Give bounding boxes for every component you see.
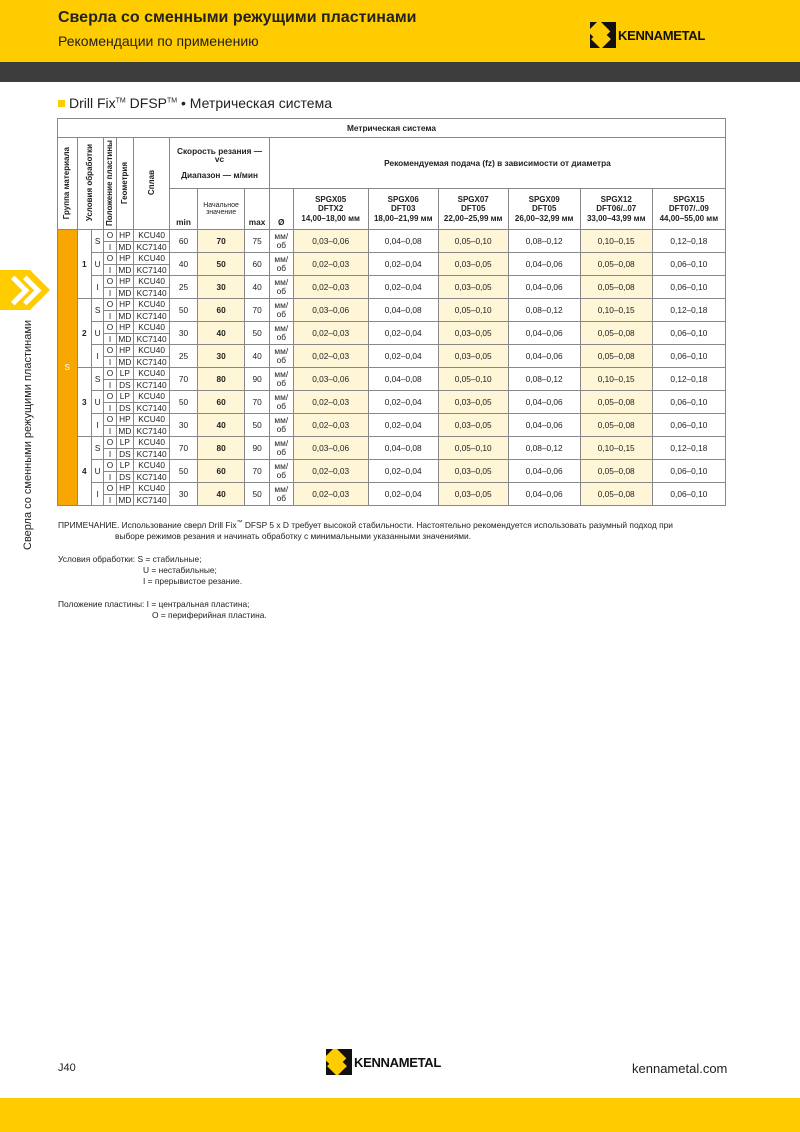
- geometry-cell: LP: [116, 368, 133, 380]
- grade-cell: KC7140: [134, 333, 170, 345]
- geometry-cell: LP: [116, 460, 133, 472]
- page-subtitle: Рекомендации по применению: [58, 33, 259, 49]
- notes-block: [58, 518, 728, 621]
- insert-position-cell: O: [104, 460, 116, 472]
- grade-cell: KCU40: [134, 299, 170, 311]
- table-row: [58, 253, 726, 265]
- feed-col-header: SPGX09 DFT05 26,00–32,99 мм: [508, 189, 580, 230]
- geometry-cell: DS: [116, 379, 133, 391]
- feed-value-cell: 0,12–0,18: [652, 368, 725, 391]
- feed-value-cell: 0,05–0,08: [580, 483, 652, 506]
- insert-position-cell: I: [104, 402, 116, 414]
- speed-min-cell: 40: [170, 253, 198, 276]
- speed-min-cell: 25: [170, 276, 198, 299]
- note-stability-cont: выборе режимов резания и начинать обработку с минимальными указанными значениями.: [115, 530, 471, 541]
- kennametal-logo: [590, 22, 705, 48]
- speed-max-cell: 75: [245, 230, 270, 253]
- col-grade: Сплав: [134, 138, 170, 230]
- legend-cond-u: U = нестабильные;: [143, 564, 217, 575]
- feed-value-cell: 0,04–0,08: [368, 299, 438, 322]
- feed-value-cell: 0,04–0,06: [508, 276, 580, 299]
- insert-position-cell: I: [104, 287, 116, 299]
- geometry-cell: MD: [116, 264, 133, 276]
- unit-cell: мм/ об: [269, 276, 293, 299]
- col-geometry: Геометрия: [116, 138, 133, 230]
- speed-min-cell: 30: [170, 414, 198, 437]
- feed-value-cell: 0,06–0,10: [652, 483, 725, 506]
- feed-value-cell: 0,08–0,12: [508, 299, 580, 322]
- speed-start-cell: 60: [197, 391, 244, 414]
- material-group-cell: S: [58, 230, 78, 506]
- grade-cell: KC7140: [134, 425, 170, 437]
- feed-value-cell: 0,03–0,05: [438, 253, 508, 276]
- feed-value-cell: 0,10–0,15: [580, 299, 652, 322]
- feed-value-cell: 0,10–0,15: [580, 368, 652, 391]
- speed-start-cell: 70: [197, 230, 244, 253]
- unit-cell: мм/ об: [269, 230, 293, 253]
- geometry-cell: LP: [116, 437, 133, 449]
- insert-position-cell: I: [104, 356, 116, 368]
- subgroup-number-cell: 3: [77, 368, 91, 437]
- feed-value-cell: 0,05–0,08: [580, 460, 652, 483]
- feed-value-cell: 0,05–0,10: [438, 299, 508, 322]
- feed-value-cell: 0,02–0,03: [293, 483, 368, 506]
- insert-position-cell: O: [104, 437, 116, 449]
- legend-position: Положение пластины: I = центральная пластина;: [58, 598, 250, 609]
- table-row: [58, 230, 726, 242]
- grade-cell: KCU40: [134, 276, 170, 288]
- feed-value-cell: 0,04–0,06: [508, 483, 580, 506]
- footer-url-link[interactable]: kennametal.com: [632, 1061, 728, 1076]
- feed-value-cell: 0,04–0,06: [508, 345, 580, 368]
- diameter-header: Ø: [269, 189, 293, 230]
- recommendations-table: [57, 118, 726, 506]
- condition-cell: S: [91, 230, 103, 253]
- grade-cell: KCU40: [134, 437, 170, 449]
- speed-start-cell: 30: [197, 276, 244, 299]
- geometry-cell: HP: [116, 322, 133, 334]
- table-row: [58, 322, 726, 334]
- feed-value-cell: 0,05–0,08: [580, 414, 652, 437]
- condition-cell: U: [91, 391, 103, 414]
- speed-header: Скорость резания — vc Диапазон — м/мин: [170, 138, 270, 189]
- condition-cell: I: [91, 276, 103, 299]
- unit-cell: мм/ об: [269, 368, 293, 391]
- footer-kennametal-logo: [326, 1049, 441, 1075]
- table-row: [58, 437, 726, 449]
- feed-col-header: SPGX12 DFT06/..07 33,00–43,99 мм: [580, 189, 652, 230]
- speed-start-cell: 40: [197, 322, 244, 345]
- feed-value-cell: 0,06–0,10: [652, 322, 725, 345]
- speed-min-header: min: [170, 189, 198, 230]
- grade-cell: KC7140: [134, 448, 170, 460]
- feed-value-cell: 0,03–0,05: [438, 345, 508, 368]
- note-stability: ПРИМЕЧАНИЕ. Использование сверл Drill Fix™ DFSP 5 x D требует высокой стабильности. Настоятельно рекомендуется использовать разумный подход при: [58, 519, 673, 530]
- speed-min-cell: 50: [170, 460, 198, 483]
- speed-max-cell: 40: [245, 276, 270, 299]
- feed-value-cell: 0,04–0,06: [508, 391, 580, 414]
- legend-conditions: Условия обработки: S = стабильные;: [58, 553, 202, 564]
- condition-cell: U: [91, 460, 103, 483]
- grade-cell: KC7140: [134, 356, 170, 368]
- feed-value-cell: 0,04–0,08: [368, 230, 438, 253]
- grade-cell: KCU40: [134, 230, 170, 242]
- insert-position-cell: O: [104, 253, 116, 265]
- grade-cell: KC7140: [134, 310, 170, 322]
- feed-value-cell: 0,06–0,10: [652, 391, 725, 414]
- header-band: [0, 0, 800, 62]
- grade-cell: KC7140: [134, 287, 170, 299]
- geometry-cell: MD: [116, 494, 133, 506]
- feed-value-cell: 0,02–0,03: [293, 276, 368, 299]
- feed-value-cell: 0,10–0,15: [580, 437, 652, 460]
- insert-position-cell: O: [104, 276, 116, 288]
- feed-value-cell: 0,03–0,06: [293, 230, 368, 253]
- grade-cell: KC7140: [134, 241, 170, 253]
- geometry-cell: DS: [116, 471, 133, 483]
- feed-value-cell: 0,02–0,03: [293, 391, 368, 414]
- speed-start-cell: 50: [197, 253, 244, 276]
- grade-cell: KCU40: [134, 391, 170, 403]
- geometry-cell: MD: [116, 241, 133, 253]
- unit-cell: мм/ об: [269, 483, 293, 506]
- geometry-cell: HP: [116, 345, 133, 357]
- feed-value-cell: 0,02–0,04: [368, 483, 438, 506]
- insert-position-cell: I: [104, 264, 116, 276]
- table-row: [58, 460, 726, 472]
- grade-cell: KC7140: [134, 379, 170, 391]
- condition-cell: S: [91, 437, 103, 460]
- table-row: [58, 414, 726, 426]
- speed-start-cell: 40: [197, 483, 244, 506]
- feed-value-cell: 0,04–0,06: [508, 460, 580, 483]
- footer-band: [0, 1098, 800, 1132]
- speed-start-cell: 60: [197, 460, 244, 483]
- feed-value-cell: 0,04–0,08: [368, 368, 438, 391]
- page-number: J40: [58, 1062, 76, 1074]
- grade-cell: KC7140: [134, 494, 170, 506]
- speed-min-cell: 30: [170, 483, 198, 506]
- unit-cell: мм/ об: [269, 391, 293, 414]
- table-row: [58, 368, 726, 380]
- speed-start-cell: 60: [197, 299, 244, 322]
- feed-value-cell: 0,06–0,10: [652, 253, 725, 276]
- feed-value-cell: 0,05–0,08: [580, 253, 652, 276]
- side-label: Сверла со сменными режущими пластинами: [22, 319, 34, 550]
- legend-cond-i: I = прерывистое резание.: [143, 575, 243, 586]
- kennametal-logo-text: KENNAMETAL: [354, 1054, 442, 1070]
- speed-min-cell: 70: [170, 437, 198, 460]
- feed-value-cell: 0,05–0,10: [438, 368, 508, 391]
- speed-min-cell: 50: [170, 391, 198, 414]
- speed-max-cell: 70: [245, 391, 270, 414]
- insert-position-cell: O: [104, 368, 116, 380]
- condition-cell: S: [91, 368, 103, 391]
- table-top-header: Метрическая система: [58, 119, 726, 138]
- geometry-cell: HP: [116, 483, 133, 495]
- insert-position-cell: I: [104, 333, 116, 345]
- col-insert-position: Положение пластины: [104, 138, 116, 230]
- feed-value-cell: 0,02–0,04: [368, 253, 438, 276]
- col-material-group: Группа материала: [58, 138, 78, 230]
- feed-value-cell: 0,03–0,05: [438, 322, 508, 345]
- feed-value-cell: 0,02–0,03: [293, 345, 368, 368]
- table-row: [58, 299, 726, 311]
- grade-cell: KCU40: [134, 253, 170, 265]
- feed-value-cell: 0,05–0,10: [438, 230, 508, 253]
- legend-pos-o: O = периферийная пластина.: [152, 609, 267, 620]
- geometry-cell: DS: [116, 448, 133, 460]
- kennametal-logo-text: KENNAMETAL: [618, 27, 706, 43]
- bullet-square-icon: [58, 100, 65, 107]
- feed-value-cell: 0,06–0,10: [652, 345, 725, 368]
- feed-value-cell: 0,06–0,10: [652, 276, 725, 299]
- feed-value-cell: 0,02–0,03: [293, 460, 368, 483]
- condition-cell: I: [91, 483, 103, 506]
- speed-min-cell: 60: [170, 230, 198, 253]
- feed-value-cell: 0,02–0,04: [368, 276, 438, 299]
- header-dark-bar: [0, 62, 800, 82]
- feed-value-cell: 0,12–0,18: [652, 230, 725, 253]
- insert-position-cell: O: [104, 230, 116, 242]
- feed-value-cell: 0,08–0,12: [508, 230, 580, 253]
- speed-start-cell: 30: [197, 345, 244, 368]
- feed-value-cell: 0,05–0,10: [438, 437, 508, 460]
- speed-max-cell: 90: [245, 437, 270, 460]
- unit-cell: мм/ об: [269, 345, 293, 368]
- feed-col-header: SPGX07 DFT05 22,00–25,99 мм: [438, 189, 508, 230]
- col-machining-conditions: Условия обработки: [77, 138, 104, 230]
- geometry-cell: HP: [116, 299, 133, 311]
- insert-position-cell: O: [104, 345, 116, 357]
- feed-value-cell: 0,04–0,06: [508, 253, 580, 276]
- unit-cell: мм/ об: [269, 322, 293, 345]
- speed-max-cell: 50: [245, 322, 270, 345]
- speed-min-cell: 50: [170, 299, 198, 322]
- speed-max-cell: 60: [245, 253, 270, 276]
- unit-cell: мм/ об: [269, 253, 293, 276]
- insert-position-cell: O: [104, 414, 116, 426]
- section-title: Drill Fix™ DFSP™ • Метрическая система: [58, 95, 332, 111]
- feed-value-cell: 0,05–0,08: [580, 345, 652, 368]
- feed-value-cell: 0,03–0,05: [438, 460, 508, 483]
- feed-value-cell: 0,02–0,03: [293, 414, 368, 437]
- geometry-cell: HP: [116, 253, 133, 265]
- condition-cell: S: [91, 299, 103, 322]
- feed-value-cell: 0,03–0,05: [438, 391, 508, 414]
- geometry-cell: HP: [116, 230, 133, 242]
- speed-min-cell: 70: [170, 368, 198, 391]
- feed-value-cell: 0,03–0,06: [293, 437, 368, 460]
- feed-value-cell: 0,02–0,04: [368, 460, 438, 483]
- condition-cell: U: [91, 322, 103, 345]
- feed-value-cell: 0,12–0,18: [652, 437, 725, 460]
- side-chevron-tab: [0, 270, 50, 310]
- feed-value-cell: 0,04–0,06: [508, 322, 580, 345]
- insert-position-cell: I: [104, 494, 116, 506]
- geometry-cell: HP: [116, 414, 133, 426]
- feed-value-cell: 0,08–0,12: [508, 368, 580, 391]
- speed-min-cell: 30: [170, 322, 198, 345]
- feed-value-cell: 0,10–0,15: [580, 230, 652, 253]
- speed-max-cell: 90: [245, 368, 270, 391]
- speed-max-cell: 70: [245, 299, 270, 322]
- feed-value-cell: 0,03–0,05: [438, 483, 508, 506]
- speed-max-cell: 40: [245, 345, 270, 368]
- insert-position-cell: O: [104, 483, 116, 495]
- speed-max-cell: 50: [245, 483, 270, 506]
- feed-value-cell: 0,05–0,08: [580, 276, 652, 299]
- speed-start-cell: 80: [197, 368, 244, 391]
- feed-value-cell: 0,06–0,10: [652, 460, 725, 483]
- feed-value-cell: 0,03–0,06: [293, 368, 368, 391]
- table-row: [58, 276, 726, 288]
- feed-value-cell: 0,03–0,06: [293, 299, 368, 322]
- speed-start-cell: 40: [197, 414, 244, 437]
- feed-value-cell: 0,02–0,04: [368, 345, 438, 368]
- speed-max-header: max: [245, 189, 270, 230]
- speed-start-cell: 80: [197, 437, 244, 460]
- speed-max-cell: 70: [245, 460, 270, 483]
- feed-value-cell: 0,04–0,08: [368, 437, 438, 460]
- table-row: [58, 391, 726, 403]
- table-row: [58, 345, 726, 357]
- feed-value-cell: 0,05–0,08: [580, 322, 652, 345]
- grade-cell: KCU40: [134, 345, 170, 357]
- feed-value-cell: 0,02–0,03: [293, 322, 368, 345]
- feed-col-header: SPGX05 DFTX2 14,00–18,00 мм: [293, 189, 368, 230]
- grade-cell: KC7140: [134, 402, 170, 414]
- grade-cell: KCU40: [134, 483, 170, 495]
- feed-value-cell: 0,05–0,08: [580, 391, 652, 414]
- feed-value-cell: 0,02–0,03: [293, 253, 368, 276]
- grade-cell: KC7140: [134, 471, 170, 483]
- insert-position-cell: I: [104, 425, 116, 437]
- insert-position-cell: O: [104, 322, 116, 334]
- feed-value-cell: 0,02–0,04: [368, 414, 438, 437]
- subgroup-number-cell: 4: [77, 437, 91, 506]
- geometry-cell: MD: [116, 287, 133, 299]
- geometry-cell: MD: [116, 310, 133, 322]
- speed-min-cell: 25: [170, 345, 198, 368]
- feed-value-cell: 0,06–0,10: [652, 414, 725, 437]
- geometry-cell: LP: [116, 391, 133, 403]
- geometry-cell: DS: [116, 402, 133, 414]
- feed-value-cell: 0,02–0,04: [368, 322, 438, 345]
- grade-cell: KC7140: [134, 264, 170, 276]
- grade-cell: KCU40: [134, 414, 170, 426]
- unit-cell: мм/ об: [269, 460, 293, 483]
- feed-value-cell: 0,03–0,05: [438, 276, 508, 299]
- insert-position-cell: I: [104, 471, 116, 483]
- insert-position-cell: I: [104, 448, 116, 460]
- feed-header: Рекомендуемая подача (fz) в зависимости от диаметра: [269, 138, 725, 189]
- unit-cell: мм/ об: [269, 414, 293, 437]
- geometry-cell: MD: [116, 425, 133, 437]
- insert-position-cell: O: [104, 391, 116, 403]
- insert-position-cell: O: [104, 299, 116, 311]
- feed-col-header: SPGX15 DFT07/..09 44,00–55,00 мм: [652, 189, 725, 230]
- feed-value-cell: 0,02–0,04: [368, 391, 438, 414]
- condition-cell: I: [91, 414, 103, 437]
- speed-max-cell: 50: [245, 414, 270, 437]
- grade-cell: KCU40: [134, 368, 170, 380]
- subgroup-number-cell: 1: [77, 230, 91, 299]
- unit-cell: мм/ об: [269, 299, 293, 322]
- feed-value-cell: 0,12–0,18: [652, 299, 725, 322]
- speed-start-header: Начальное значение: [197, 189, 244, 230]
- grade-cell: KCU40: [134, 322, 170, 334]
- kennametal-logo-mark: [590, 22, 616, 48]
- geometry-cell: MD: [116, 333, 133, 345]
- insert-position-cell: I: [104, 310, 116, 322]
- condition-cell: U: [91, 253, 103, 276]
- unit-cell: мм/ об: [269, 437, 293, 460]
- table-row: [58, 483, 726, 495]
- kennametal-logo-mark: [326, 1049, 352, 1075]
- insert-position-cell: I: [104, 379, 116, 391]
- grade-cell: KCU40: [134, 460, 170, 472]
- feed-value-cell: 0,04–0,06: [508, 414, 580, 437]
- insert-position-cell: I: [104, 241, 116, 253]
- subgroup-number-cell: 2: [77, 299, 91, 368]
- geometry-cell: HP: [116, 276, 133, 288]
- feed-value-cell: 0,03–0,05: [438, 414, 508, 437]
- geometry-cell: MD: [116, 356, 133, 368]
- condition-cell: I: [91, 345, 103, 368]
- feed-value-cell: 0,08–0,12: [508, 437, 580, 460]
- page-title: Сверла со сменными режущими пластинами: [58, 9, 417, 26]
- feed-col-header: SPGX06 DFT03 18,00–21,99 мм: [368, 189, 438, 230]
